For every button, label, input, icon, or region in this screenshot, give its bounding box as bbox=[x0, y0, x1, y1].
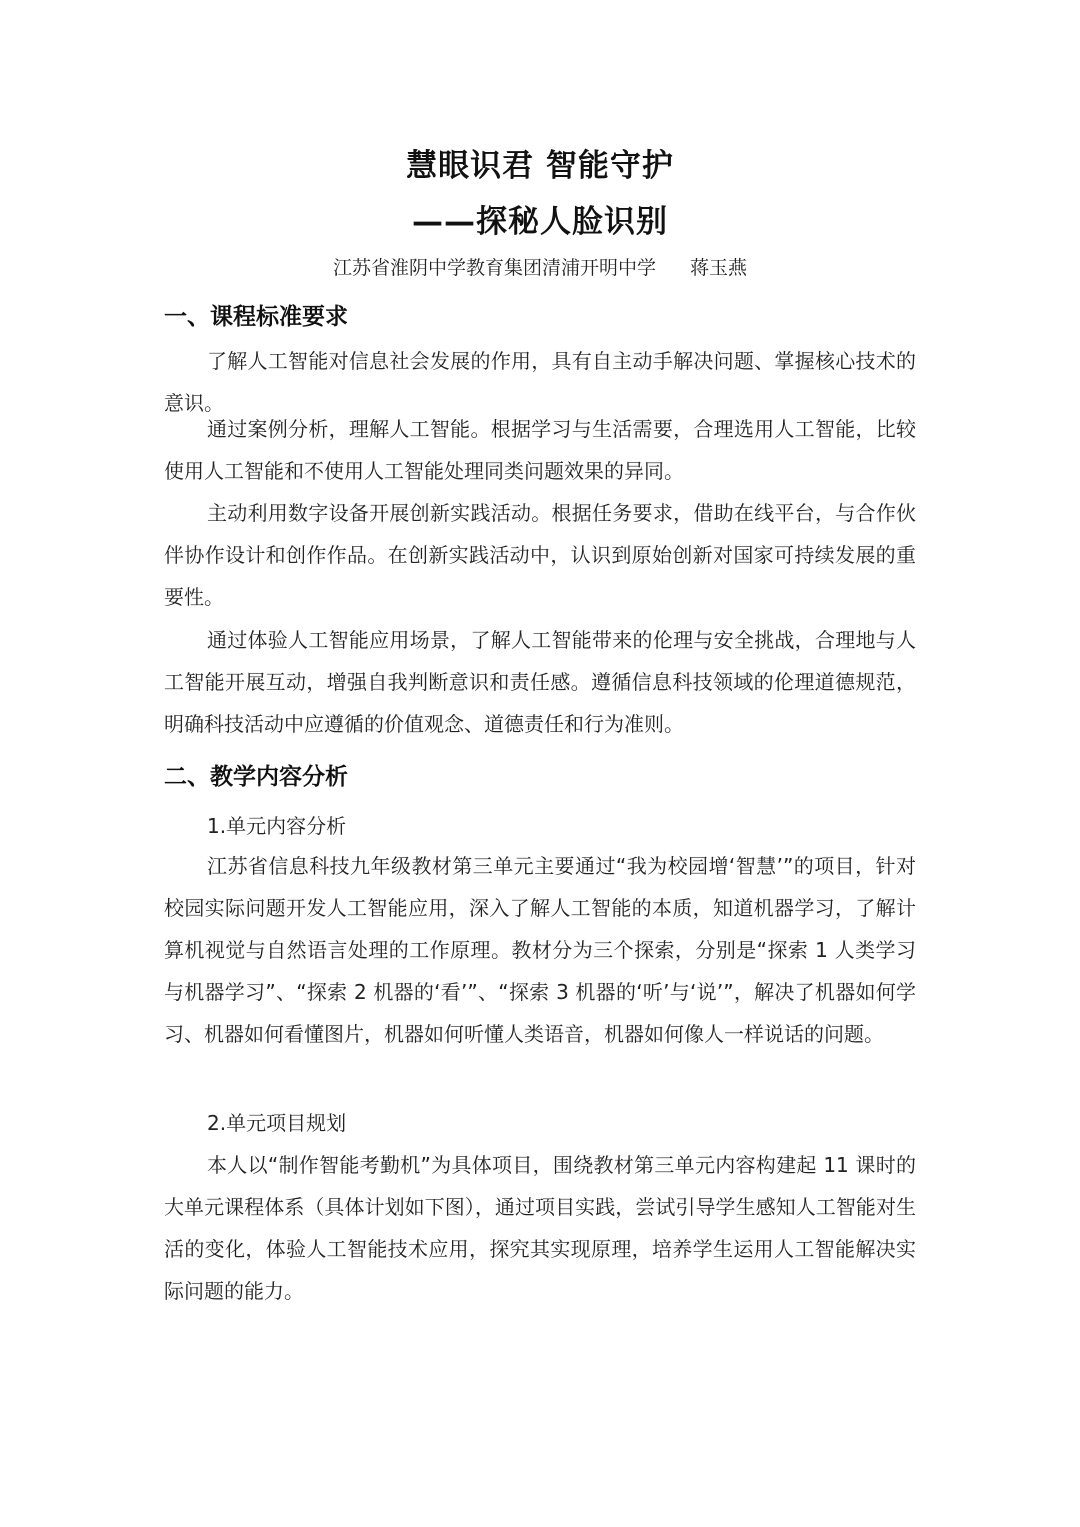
author-name: 蒋玉燕 bbox=[690, 257, 748, 279]
unit-plan-paragraph: 本人以“制作智能考勤机”为具体项目，围绕教材第三单元内容构建起 11 课时的大单元课程体系（具体计划如下图），通过项目实践，尝试引导学生感知人工智能对生活的变化，体验人工智能技术应用，探究其实现原理，培养学生运用人工智能解决实际问题的能力。 bbox=[164, 1153, 916, 1303]
unit-content-paragraph: 江苏省信息科技九年级教材第三单元主要通过“我为校园增‘智慧’”的项目，针对校园实际问题开发人工智能应用，深入了解人工智能的本质，知道机器学习，了解计算机视觉与自然语言处理的工作原理。教材分为三个探索，分别是“探索 1 人类学习与机器学习”、“探索 2 机器的‘看’”、“探索 3 机器的‘听’与‘说’”，解决了机器如何学习、机器如何看懂图片，机器如何听懂人类语音，机器如何像人一样说话的问题。 bbox=[164, 854, 916, 1046]
section-heading-curriculum: 一、课程标准要求 bbox=[164, 304, 348, 330]
author-school: 江苏省淮阴中学教育集团清浦开明中学 bbox=[332, 257, 656, 279]
curriculum-paragraph: 通过案例分析，理解人工智能。根据学习与生活需要，合理选用人工智能，比较使用人工智能和不使用人工智能处理同类问题效果的异同。 bbox=[164, 417, 916, 483]
subsection-title-unit-content: 1.单元内容分析 bbox=[207, 814, 347, 838]
curriculum-paragraph: 通过体验人工智能应用场景，了解人工智能带来的伦理与安全挑战，合理地与人工智能开展互动，增强自我判断意识和责任感。遵循信息科技领域的伦理道德规范，明确科技活动中应遵循的价值观念、道德责任和行为准则。 bbox=[164, 628, 916, 736]
curriculum-paragraph: 了解人工智能对信息社会发展的作用，具有自主动手解决问题、掌握核心技术的意识。 bbox=[164, 349, 916, 415]
subsection-title-unit-plan: 2.单元项目规划 bbox=[207, 1111, 347, 1135]
curriculum-paragraph: 主动利用数字设备开展创新实践活动。根据任务要求，借助在线平台，与合作伙伴协作设计和创作作品。在创新实践活动中，认识到原始创新对国家可持续发展的重要性。 bbox=[164, 501, 916, 609]
document-subtitle: ——探秘人脸识别 bbox=[412, 204, 668, 240]
section-heading-content-analysis: 二、教学内容分析 bbox=[164, 764, 348, 790]
author-line bbox=[0, 253, 1080, 280]
document-title: 慧眼识君 智能守护 bbox=[406, 148, 674, 184]
